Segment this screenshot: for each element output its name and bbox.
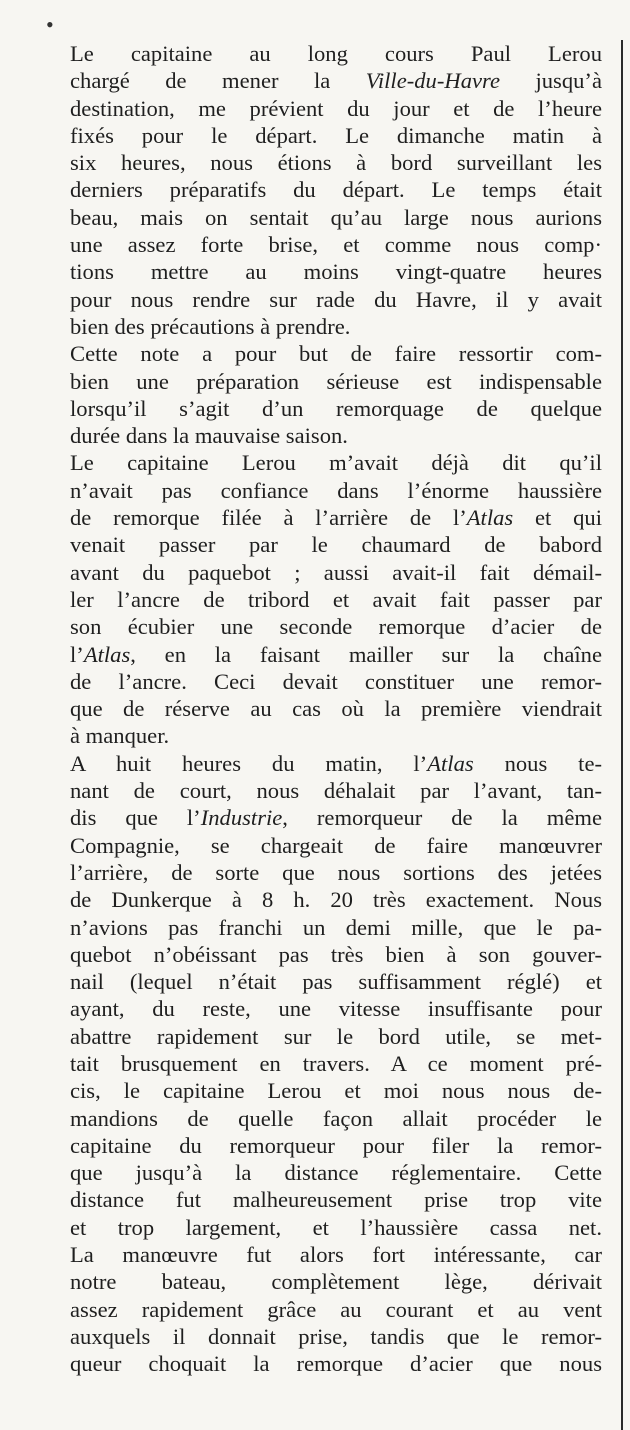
- italic-text-run: Atlas: [427, 750, 474, 776]
- text-run: ler l’ancre de tribord et avait fait passer par: [70, 586, 602, 612]
- text-line: [70, 40, 602, 67]
- text-run: l’: [70, 641, 84, 667]
- text-run: nant de court, nous déhalait par l’avant, tan-: [70, 778, 602, 804]
- text-line: [70, 668, 602, 695]
- text-run: capitaine du remorqueur pour filer la remor-: [70, 1132, 602, 1158]
- text-line: [70, 1350, 602, 1377]
- text-run: jusqu’à: [500, 68, 602, 94]
- page-edge-line: [621, 40, 623, 1430]
- italic-text-run: Atlas: [466, 505, 514, 531]
- text-line: [70, 1241, 602, 1268]
- text-run: nail (lequel n’était pas suffisamment réglé) et: [70, 969, 602, 995]
- text-run: six heures, nous étions à bord surveillant les: [70, 150, 602, 176]
- text-run: nous te-: [473, 750, 602, 776]
- text-run: bien des précautions à prendre.: [70, 313, 351, 339]
- text-run: n’avions pas franchi un demi mille, que le pa-: [70, 914, 602, 940]
- text-line: [70, 1050, 602, 1077]
- text-run: mandions de quelle façon allait procéder le: [70, 1105, 602, 1131]
- text-run: beau, mais on sentait qu’au large nous aurions: [70, 204, 602, 230]
- text-run: A huit heures du matin, l’: [70, 750, 428, 776]
- text-line: [70, 149, 602, 176]
- text-line: [70, 886, 602, 913]
- text-line: [70, 477, 602, 504]
- text-run: de remorque filée à l’arrière de l’: [70, 505, 467, 531]
- text-run: notre bateau, complètement lège, dérivait: [70, 1269, 602, 1295]
- text-line: [70, 941, 602, 968]
- text-run: destination, me prévient du jour et de l’heure: [70, 95, 602, 121]
- text-run: ayant, du reste, une vitesse insuffisante pour: [70, 996, 602, 1022]
- text-run: que de réserve au cas où la première viendrait: [70, 696, 602, 722]
- text-run: derniers préparatifs du départ. Le temps était: [70, 177, 602, 203]
- text-run: queur choquait la remorque d’acier que nous: [70, 1351, 602, 1377]
- paragraph: [70, 750, 602, 1378]
- italic-text-run: Atlas: [83, 641, 131, 667]
- text-line: [70, 122, 602, 149]
- paragraph: [70, 40, 602, 340]
- text-line: [70, 258, 602, 285]
- text-run: que jusqu’à la distance réglementaire. Cette: [70, 1160, 602, 1186]
- text-line: [70, 204, 602, 231]
- text-line: [70, 1159, 602, 1186]
- text-run: bien une préparation sérieuse est indispensable: [70, 368, 602, 394]
- text-line: [70, 531, 602, 558]
- text-run: , en la faisant mailler sur la chaîne: [130, 641, 602, 667]
- text-run: fixés pour le départ. Le dimanche matin à: [70, 122, 602, 148]
- text-line: [70, 1296, 602, 1323]
- text-run: quebot n’obéissant pas très bien à son gouver-: [70, 941, 602, 967]
- paragraph: [70, 340, 602, 449]
- text-run: cis, le capitaine Lerou et moi nous nous de-: [70, 1078, 602, 1104]
- text-run: à manquer.: [70, 723, 170, 749]
- text-run: et qui: [513, 505, 602, 531]
- text-run: avant du paquebot ; aussi avait-il fait démail-: [70, 559, 602, 585]
- text-run: l’arrière, de sorte que nous sortions des jetées: [70, 859, 602, 885]
- text-line: [70, 832, 602, 859]
- text-line: [70, 995, 602, 1022]
- text-line: [70, 1268, 602, 1295]
- text-line: [70, 176, 602, 203]
- text-run: de l’ancre. Ceci devait constituer une remor-: [70, 668, 602, 694]
- text-run: Cette note a pour but de faire ressortir com-: [70, 341, 602, 367]
- text-run: son écubier une seconde remorque d’acier de: [70, 614, 602, 640]
- text-line: [70, 968, 602, 995]
- text-run: pour nous rendre sur rade du Havre, il y avait: [70, 286, 602, 312]
- text-line: [70, 368, 602, 395]
- text-line: [70, 67, 602, 94]
- text-line: [70, 313, 602, 340]
- text-line: [70, 695, 602, 722]
- text-line: [70, 1214, 602, 1241]
- text-run: assez rapidement grâce au courant et au vent: [70, 1296, 602, 1322]
- ink-dot: •: [46, 12, 54, 37]
- text-run: venait passer par le chaumard de babord: [70, 532, 602, 558]
- text-line: [70, 286, 602, 313]
- text-run: dis que l’: [70, 805, 201, 831]
- text-line: [70, 422, 602, 449]
- text-run: chargé de mener la: [70, 68, 366, 94]
- text-line: [70, 1186, 602, 1213]
- text-run: La manœuvre fut alors fort intéressante, car: [70, 1242, 602, 1268]
- text-line: [70, 1323, 602, 1350]
- text-run: durée dans la mauvaise saison.: [70, 423, 348, 449]
- text-line: [70, 914, 602, 941]
- text-line: [70, 231, 602, 258]
- text-line: [70, 777, 602, 804]
- text-run: lorsqu’il s’agit d’un remorquage de quelque: [70, 395, 602, 421]
- body-text: [70, 40, 602, 1378]
- text-run: , remorqueur de la même: [282, 805, 602, 831]
- text-line: [70, 395, 602, 422]
- text-line: [70, 95, 602, 122]
- text-line: [70, 641, 602, 668]
- text-line: [70, 613, 602, 640]
- text-line: [70, 804, 602, 831]
- text-line: [70, 504, 602, 531]
- text-line: [70, 586, 602, 613]
- text-line: [70, 750, 602, 777]
- text-line: [70, 559, 602, 586]
- text-run: de Dunkerque à 8 h. 20 très exactement. Nous: [70, 887, 602, 913]
- text-line: [70, 449, 602, 476]
- text-line: [70, 1132, 602, 1159]
- paragraph: [70, 449, 602, 749]
- text-run: Compagnie, se chargeait de faire manœuvrer: [70, 832, 602, 858]
- italic-text-run: Industrie: [200, 805, 283, 831]
- text-run: et trop largement, et l’haussière cassa net.: [70, 1214, 602, 1240]
- text-run: Le capitaine Lerou m’avait déjà dit qu’il: [70, 450, 602, 476]
- text-line: [70, 340, 602, 367]
- text-run: abattre rapidement sur le bord utile, se met-: [70, 1023, 602, 1049]
- text-run: une assez forte brise, et comme nous comp·: [70, 232, 602, 258]
- text-run: distance fut malheureusement prise trop vite: [70, 1187, 602, 1213]
- text-line: [70, 722, 602, 749]
- text-run: auxquels il donnait prise, tandis que le remor-: [70, 1323, 602, 1349]
- text-run: n’avait pas confiance dans l’énorme haussière: [70, 477, 602, 503]
- text-line: [70, 859, 602, 886]
- italic-text-run: Ville-du-Havre: [365, 68, 500, 94]
- text-line: [70, 1077, 602, 1104]
- text-run: Le capitaine au long cours Paul Lerou: [70, 41, 602, 66]
- text-line: [70, 1023, 602, 1050]
- text-run: tions mettre au moins vingt-quatre heures: [70, 259, 602, 285]
- text-line: [70, 1105, 602, 1132]
- text-run: tait brusquement en travers. A ce moment pré-: [70, 1050, 602, 1076]
